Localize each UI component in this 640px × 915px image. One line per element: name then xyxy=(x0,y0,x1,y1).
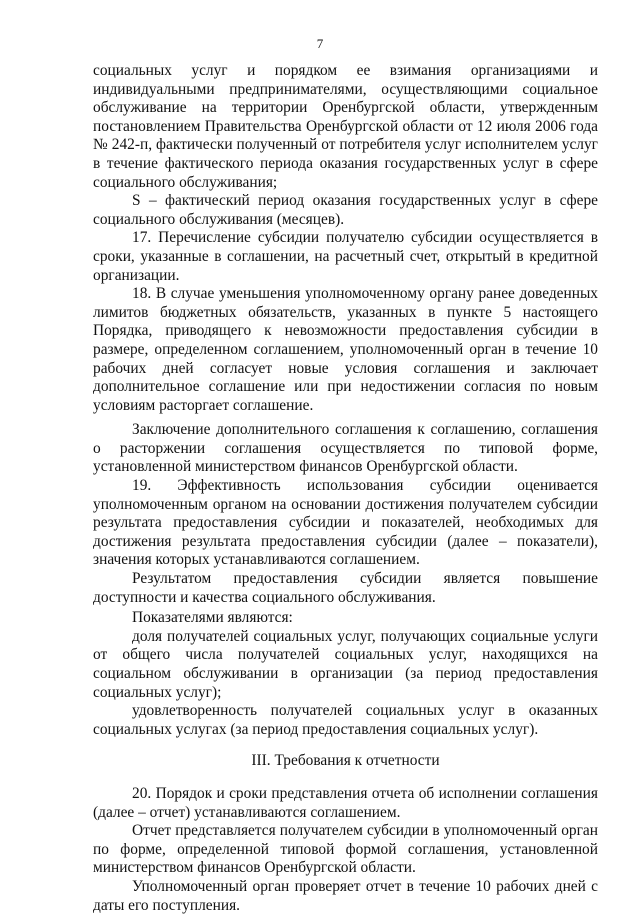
paragraph-continuation: социальных услуг и порядком ее взимания организациями и индивидуальными предпринимателями, осуществляющими социальное обслуживание на территории Оренбургской области, утвержденным постановлением Правительства Оренбургской области от 12 июля 2006 года № 242-п, фактически полученный от потребителя услуг исполнителем услуг в течение фактического периода оказания государственных услуг в сфере социального обслуживания; xyxy=(93,62,598,191)
paragraph-item-17: 17. Перечисление субсидии получателю субсидии осуществляется в сроки, указанные в соглашении, на расчетный счет, открытый в кредитной организации. xyxy=(93,229,598,284)
paragraph-item-19: 19. Эффективность использования субсидии оценивается уполномоченным органом на основании достижения получателем субсидии результата предоставления субсидии и показателей, необходимых для достижения результата предоставления субсидии (далее – показатели), значения которых устанавливаются соглашением. xyxy=(93,477,598,569)
section-heading: III. Требования к отчетности xyxy=(251,752,440,770)
paragraph-item-20: 20. Порядок и сроки представления отчета об исполнении соглашения (далее – отчет) устанавливаются соглашением. xyxy=(93,784,598,821)
paragraph-report-form: Отчет представляется получателем субсидии в уполномоченный орган по форме, определенной типовой формой соглашения, установленной министерством финансов Оренбургской области. xyxy=(93,822,598,877)
paragraph-report-check: Уполномоченный орган проверяет отчет в течение 10 рабочих дней с даты его поступления. xyxy=(93,877,598,914)
paragraph-s-definition: S – фактический период оказания государственных услуг в сфере социального обслуживания (месяцев). xyxy=(93,192,598,228)
paragraph-indicator-satisfaction: удовлетворенность получателей социальных услуг в оказанных социальных услугах (за период предоставления социальных услуг). xyxy=(93,702,598,738)
document-body xyxy=(93,62,598,915)
paragraph-indicators-intro: Показателями являются: xyxy=(132,609,293,627)
paragraph-indicator-share: доля получателей социальных услуг, получающих социальные услуги от общего числа получателей социальных услуг, находящихся на социальном обслуживании в организации (за период предоставления социальных услуг); xyxy=(93,627,598,701)
page-number: 7 xyxy=(316,36,324,51)
paragraph-result: Результатом предоставления субсидии является повышение доступности и качества социального обслуживания. xyxy=(93,570,598,606)
paragraph-item-18: 18. В случае уменьшения уполномоченному органу ранее доведенных лимитов бюджетных обязательств, указанных в пункте 5 настоящего Порядка, приводящего к невозможности предоставления субсидии в размере, определенном соглашением, уполномоченный орган в течение 10 рабочих дней согласует новые условия соглашения и заключает дополнительное соглашение или при недостижении согласия по новым условиям расторгает соглашение. xyxy=(93,285,598,414)
paragraph-additional-agreement: Заключение дополнительного соглашения к соглашению, соглашения о расторжении соглашения осуществляется по типовой форме, установленной министерством финансов Оренбургской области. xyxy=(93,421,598,476)
